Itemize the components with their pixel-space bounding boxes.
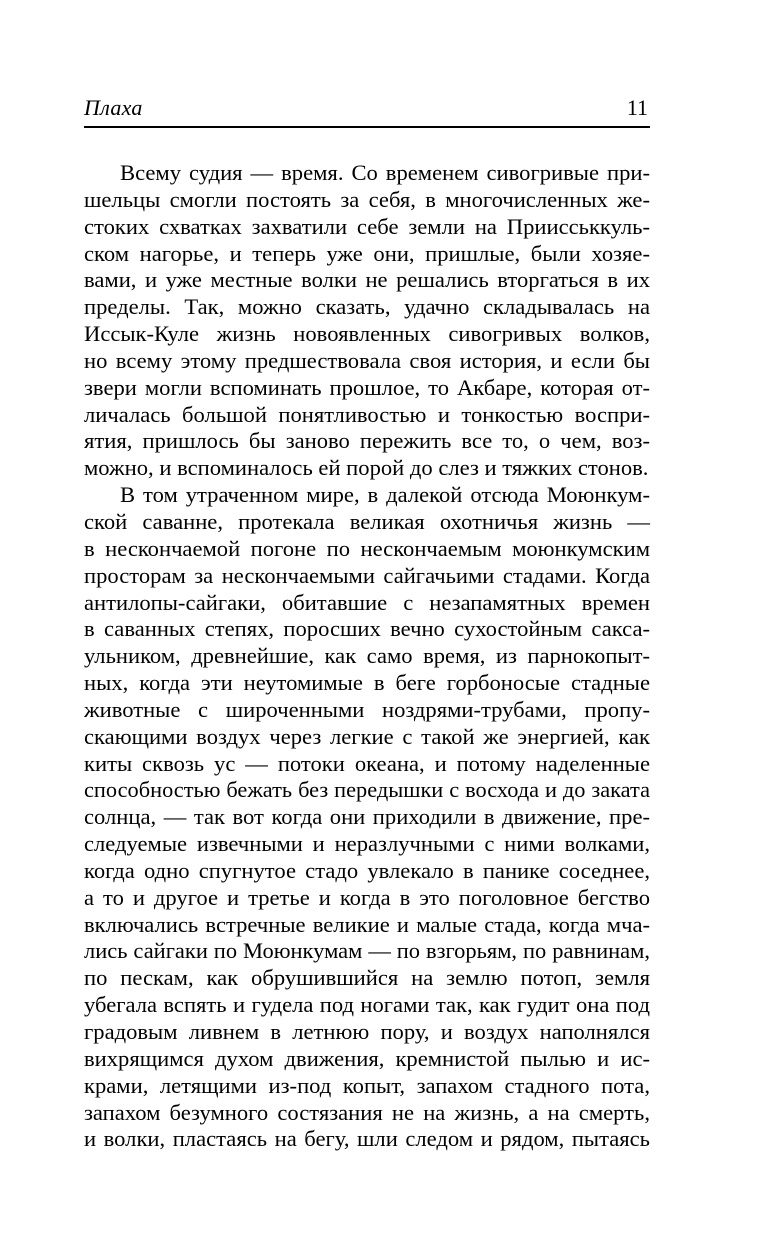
paragraph [84, 160, 650, 482]
text-line: а то и другое и третье и когда в это поголовное бегство [84, 884, 650, 910]
text-line: антилопы-сайгаки, обитавшие с незапамятных времен [84, 589, 650, 615]
text-line: по пескам, как обрушившийся на землю потоп, земля [84, 965, 650, 991]
text-line: способностью бежать без передышки с восхода и до заката [84, 777, 650, 803]
text-line: шельцы смогли постоять за себя, в многочисленных же- [84, 186, 650, 212]
text-line: вами, и уже местные волки не решались вторгаться в их [84, 267, 650, 293]
text-line: ятия, пришлось бы заново пережить все то, о чем, воз- [84, 428, 650, 454]
text-line: солнца, — так вот когда они приходили в движение, пре- [84, 804, 650, 830]
text-line: убегала вспять и гудела под ногами так, как гудит она под [84, 992, 650, 1018]
text-line: лись сайгаки по Моюнкумам — по взгорьям, по равнинам, [84, 938, 650, 964]
text-line: звери могли вспоминать прошлое, то Акбаре, которая от- [84, 374, 650, 400]
text-line: запахом безумного состязания не на жизнь, а на смерть, [84, 1099, 650, 1125]
running-title: Плаха [84, 95, 143, 120]
text-line: градовым ливнем в летнюю пору, и воздух наполнялся [84, 1019, 650, 1044]
text-line: скающими воздух через легкие с такой же энергией, как [84, 723, 650, 749]
text-line: животные с широченными ноздрями-трубами, пропу- [84, 696, 650, 722]
text-line: стоких схватках захватили себе земли на Приисськкуль- [84, 213, 650, 239]
text-line: в нескончаемой погоне по нескончаемым моюнкумским [84, 535, 650, 561]
text-line: ных, когда эти неутомимые в беге горбоносые стадные [84, 670, 650, 696]
text-line: киты сквозь ус — потоки океана, и потому наделенные [84, 750, 650, 776]
text-line: ском нагорье, и теперь уже они, пришлые, были хозяе- [84, 240, 650, 266]
body-text [84, 160, 650, 1153]
text-line: Иссык-Куле жизнь новоявленных сивогривых волков, [84, 321, 650, 347]
text-line: и волки, пластаясь на бегу, шли следом и рядом, пытаясь [84, 1126, 650, 1152]
text-line: когда одно спугнутое стадо увлекало в панике соседнее, [84, 857, 650, 883]
text-line: но всему этому предшествовала своя история, и если бы [84, 347, 650, 373]
text-line: ской саванне, протекала великая охотничья жизнь — [84, 508, 650, 534]
text-line: просторам за нескончаемыми сайгачьими стадами. Когда [84, 562, 650, 588]
text-line: Всему судия — время. Со временем сивогривые при- [120, 160, 650, 185]
text-line: личалась большой понятливостью и тонкостью воспри- [84, 401, 650, 427]
text-line: можно, и вспоминалось ей порой до слез и тяжких стонов. [84, 455, 649, 481]
text-line: вихрящимся духом движения, кремнистой пылью и ис- [84, 1045, 650, 1071]
text-line: следуемые извечными и неразлучными с ними волками, [84, 831, 650, 857]
running-header [84, 94, 650, 128]
paragraph [84, 482, 650, 1153]
text-line: пределы. Так, можно сказать, удачно складывалась на [84, 294, 650, 320]
text-line: в саванных степях, поросших вечно сухостойным сакса- [84, 616, 650, 642]
text-line: В том утраченном мире, в далекой отсюда Моюнкум- [120, 482, 650, 508]
text-line: ульником, древнейшие, как само время, из парнокопыт- [84, 643, 650, 669]
text-line: включались встречные великие и малые стада, когда мча- [84, 911, 650, 937]
page-number: 11 [626, 95, 648, 120]
text-line: крами, летящими из-под копыт, запахом стадного пота, [84, 1072, 650, 1098]
